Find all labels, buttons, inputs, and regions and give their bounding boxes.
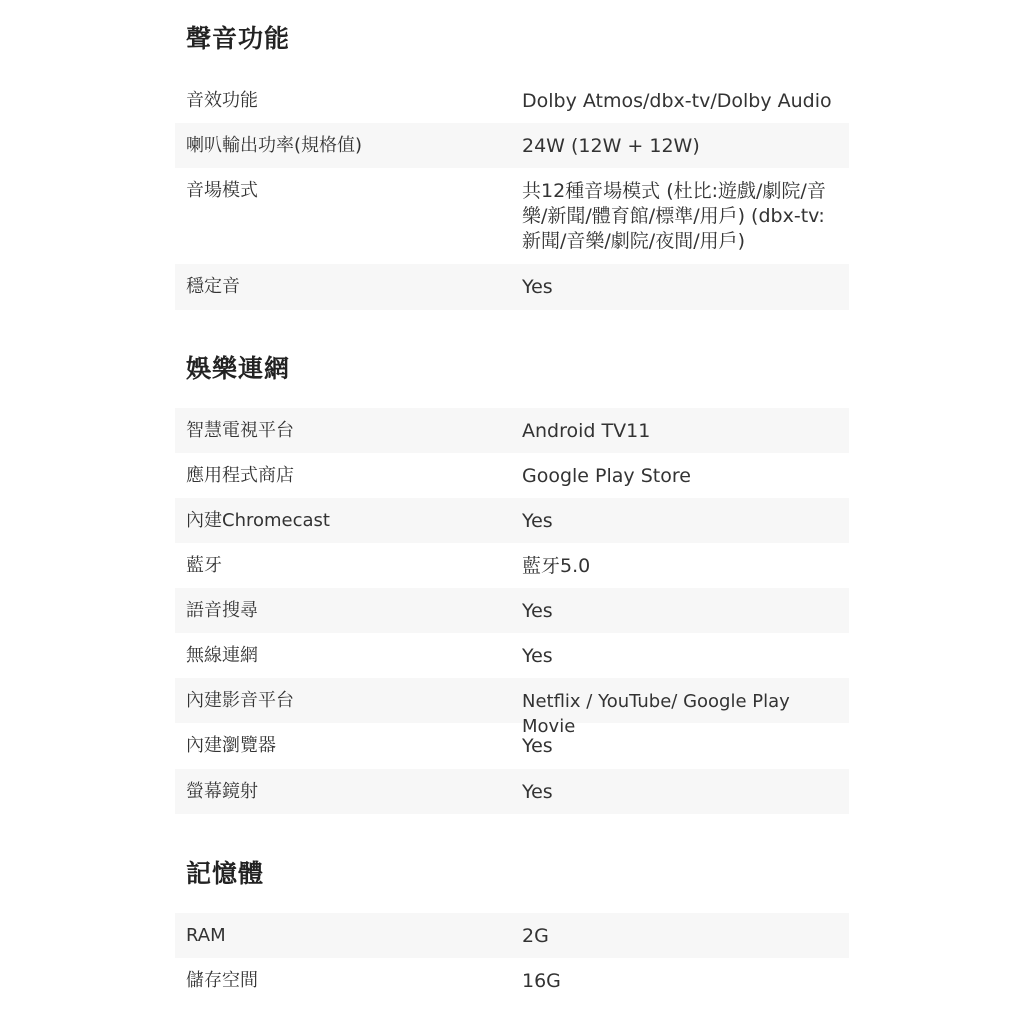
spec-row xyxy=(175,723,849,769)
spec-value: 共12種音場模式 (杜比:遊戲/劇院/音樂/新聞/體育館/標準/用戶) (dbx-tv:新聞/音樂/劇院/夜間/用戶) xyxy=(522,180,826,252)
spec-value: Android TV11 xyxy=(522,420,651,442)
spec-value: Yes xyxy=(522,600,553,622)
spec-row xyxy=(175,123,849,168)
spec-label: 應用程式商店 xyxy=(186,465,294,486)
section-title: 聲音功能 xyxy=(186,24,291,53)
spec-value: Yes xyxy=(522,645,553,667)
spec-label: 喇叭輸出功率(規格值) xyxy=(186,135,363,156)
spec-label: 內建Chromecast xyxy=(186,510,330,531)
spec-value: 2G xyxy=(522,925,549,947)
spec-row xyxy=(175,588,849,633)
spec-value: 藍牙5.0 xyxy=(522,555,591,577)
spec-value: Yes xyxy=(522,276,553,298)
section-title: 娛樂連網 xyxy=(186,354,291,383)
spec-row xyxy=(175,678,849,737)
spec-row xyxy=(175,498,849,543)
spec-label: RAM xyxy=(186,925,226,946)
spec-row xyxy=(175,958,849,1003)
spec-value: Yes xyxy=(522,781,553,803)
spec-label: 無線連網 xyxy=(186,645,258,666)
spec-label: 音場模式 xyxy=(186,180,258,201)
spec-row xyxy=(175,168,849,264)
spec-row xyxy=(175,769,849,814)
spec-label: 藍牙 xyxy=(186,555,222,576)
spec-row xyxy=(175,78,849,123)
spec-value: Yes xyxy=(522,510,553,532)
spec-value: Yes xyxy=(522,735,553,757)
spec-value: Dolby Atmos/dbx-tv/Dolby Audio xyxy=(522,90,832,112)
spec-row xyxy=(175,913,849,958)
spec-label: 內建影音平台 xyxy=(186,690,294,711)
spec-value: 16G xyxy=(522,970,561,992)
spec-row xyxy=(175,264,849,310)
spec-label: 穩定音 xyxy=(186,276,240,297)
spec-label: 螢幕鏡射 xyxy=(186,781,258,802)
spec-label: 音效功能 xyxy=(186,90,258,111)
spec-label: 智慧電視平台 xyxy=(186,420,294,441)
spec-value: 24W (12W + 12W) xyxy=(522,135,700,157)
section-title: 記憶體 xyxy=(186,859,265,888)
spec-label: 語音搜尋 xyxy=(186,600,258,621)
spec-label: 內建瀏覽器 xyxy=(186,735,276,756)
spec-label: 儲存空間 xyxy=(186,970,258,991)
spec-row xyxy=(175,543,849,588)
spec-row xyxy=(175,408,849,453)
spec-value: Netflix / YouTube/ Google Play Movie xyxy=(522,691,790,737)
spec-row xyxy=(175,453,849,498)
spec-row xyxy=(175,633,849,678)
spec-value: Google Play Store xyxy=(522,465,691,487)
